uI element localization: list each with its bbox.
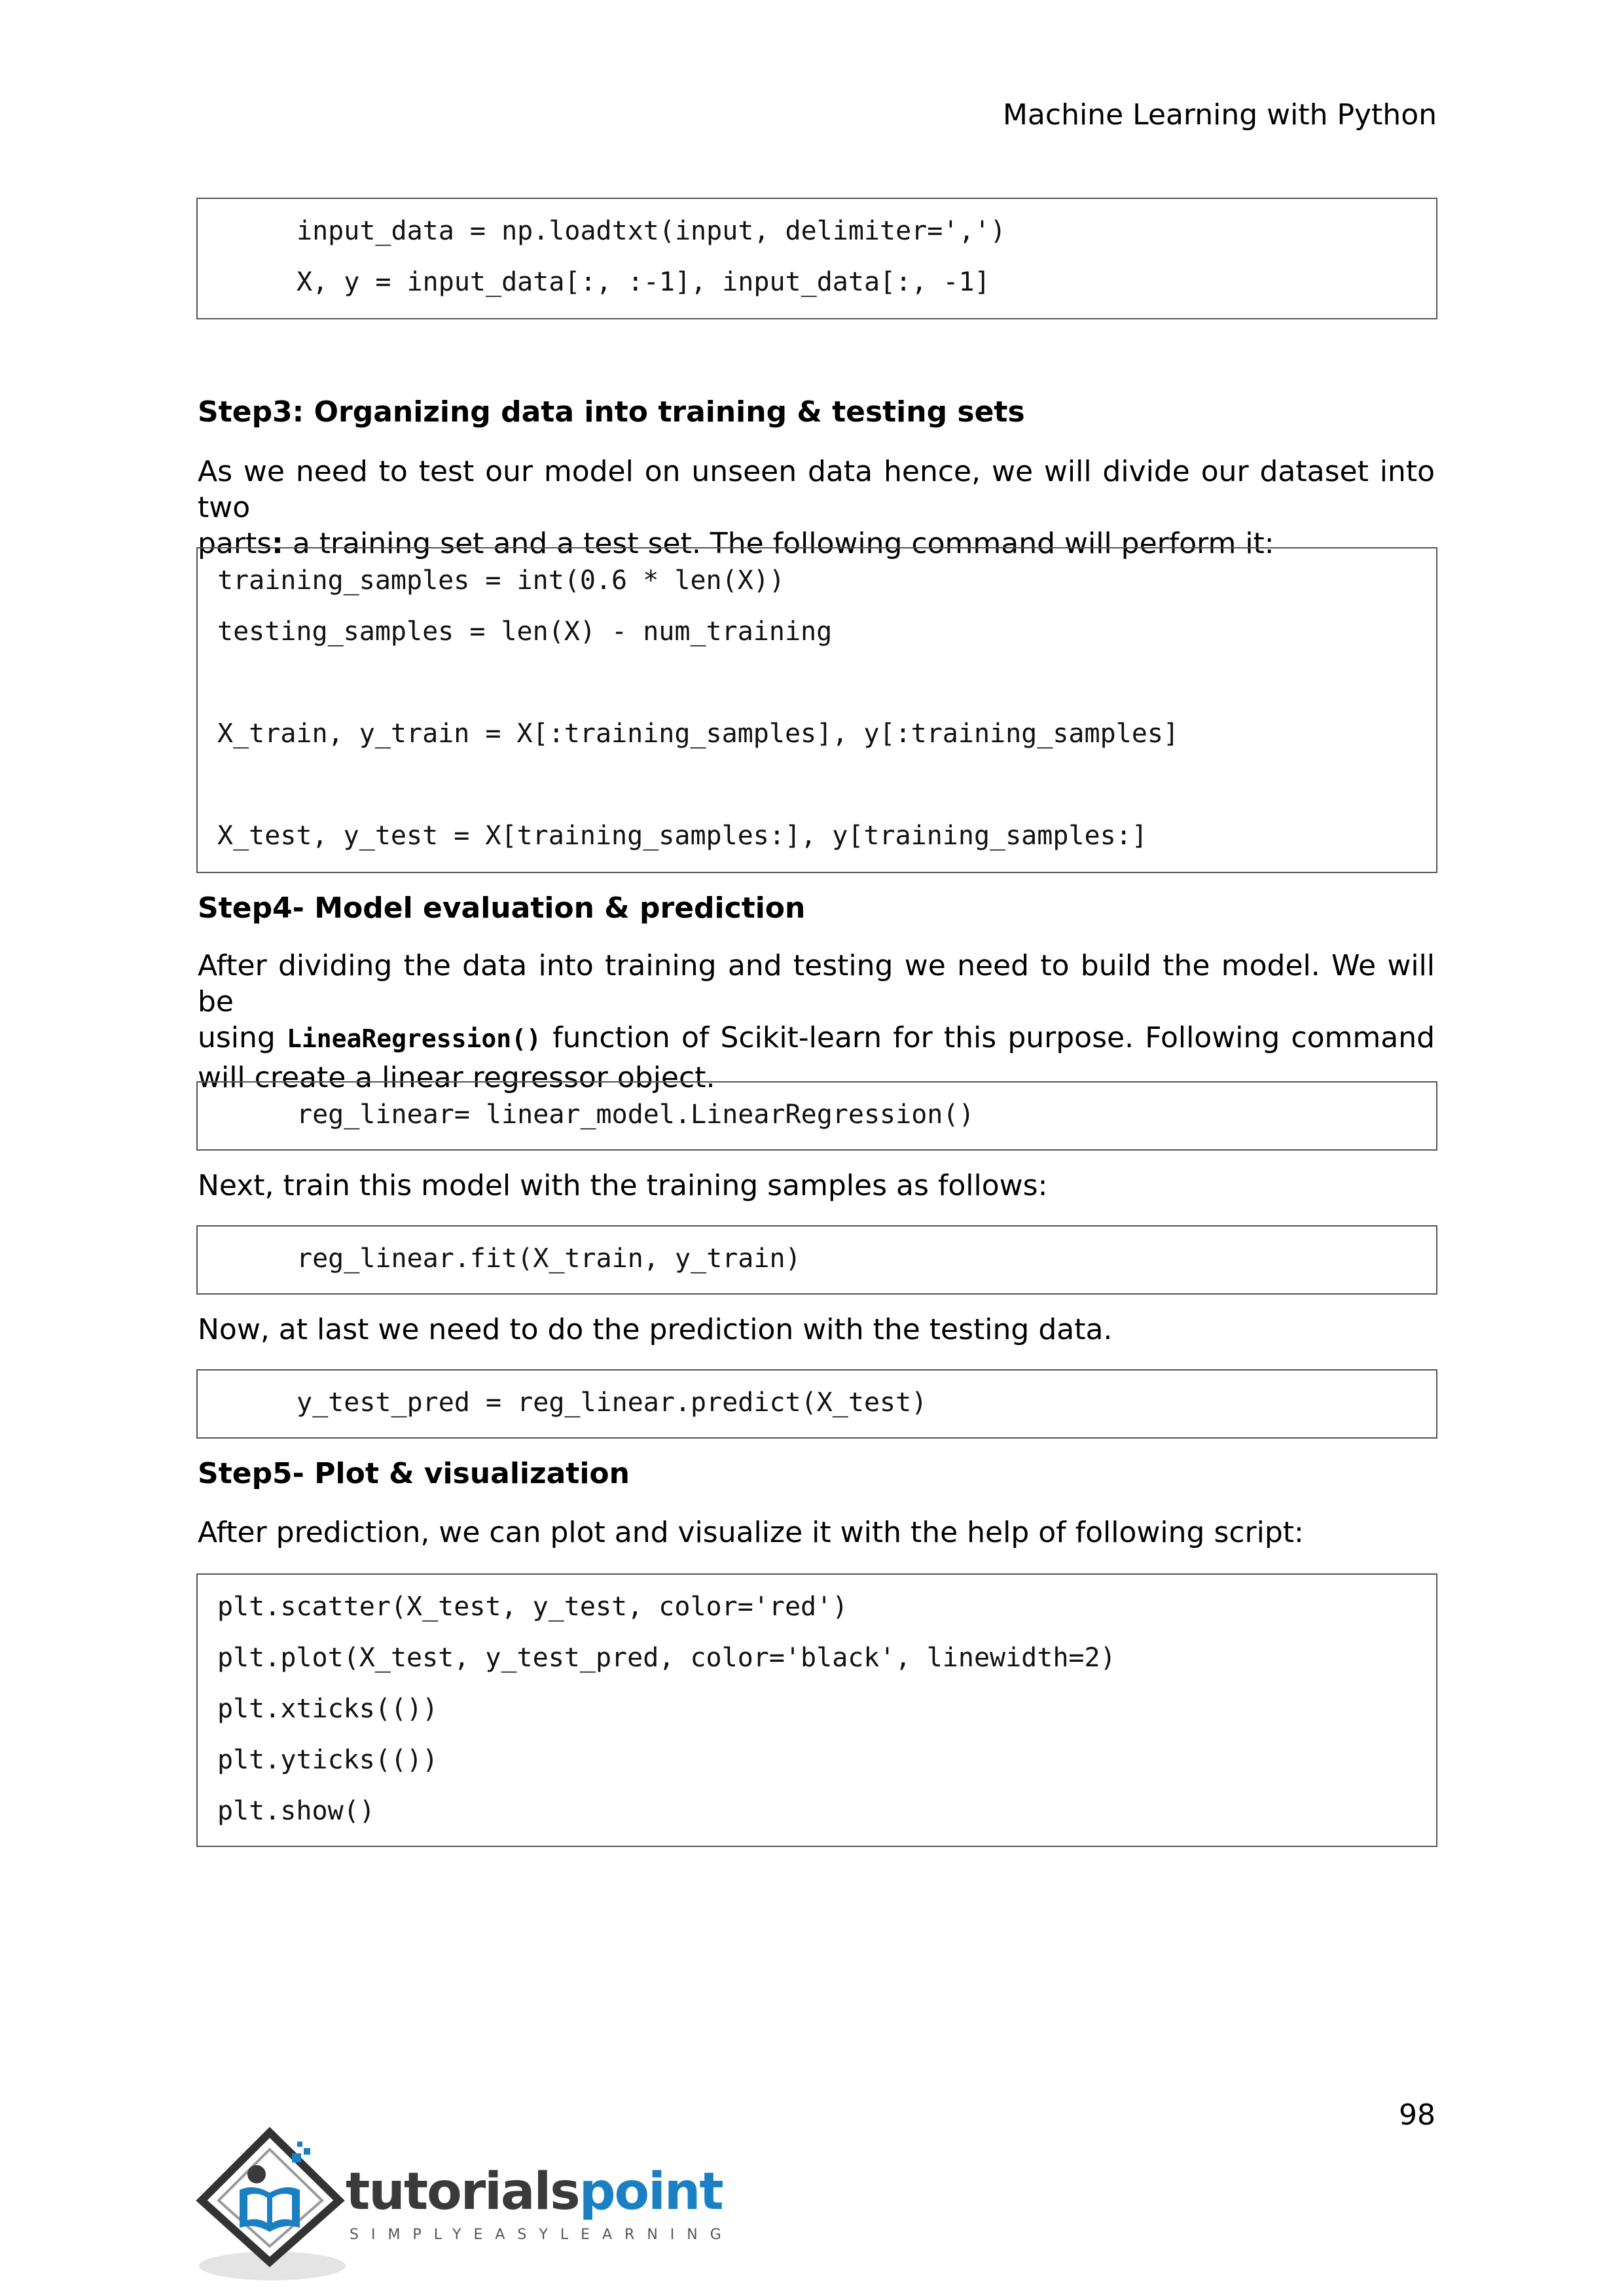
step4-heading: Step4- Model evaluation & prediction — [198, 891, 806, 925]
step3-paragraph — [198, 454, 1435, 562]
code-line: plt.show() — [217, 1796, 375, 1826]
step5-heading: Step5- Plot & visualization — [198, 1457, 630, 1490]
paragraph-line: will create a linear regressor object. — [198, 1061, 715, 1094]
code-line: X_train, y_train = X[:training_samples], y[:training_samples] — [217, 719, 1180, 749]
code-line: reg_linear.fit(X_train, y_train) — [297, 1244, 801, 1274]
code-line: reg_linear= linear_model.LinearRegression() — [297, 1100, 975, 1130]
step5-paragraph: After prediction, we can plot and visualize it with the help of following script: — [198, 1516, 1304, 1549]
code-block-load-data — [196, 198, 1437, 319]
code-block-predict — [196, 1369, 1437, 1439]
code-line: testing_samples = len(X) - num_training — [217, 617, 833, 647]
code-line: plt.yticks(()) — [217, 1745, 439, 1775]
tutorialspoint-logo — [194, 2127, 734, 2284]
text-span: using — [198, 1021, 287, 1054]
code-line: plt.plot(X_test, y_test_pred, color='black', linewidth=2) — [217, 1643, 1116, 1673]
code-line: X, y = input_data[:, :-1], input_data[:, -1] — [297, 267, 990, 297]
code-line: plt.scatter(X_test, y_test, color='red') — [217, 1592, 848, 1622]
page-header: Machine Learning with Python — [1002, 98, 1437, 132]
text-span: parts — [198, 527, 272, 560]
page-number: 98 — [1399, 2098, 1435, 2132]
logo-tagline: SIMPLYEASYLEARNING — [350, 2227, 734, 2243]
code-block-plot — [196, 1573, 1437, 1847]
code-line: X_test, y_test = X[training_samples:], y[training_samples:] — [217, 821, 1147, 851]
logo-wordmark — [346, 2162, 723, 2221]
paragraph-line: After dividing the data into training and testing we need to build the model. We will be — [198, 949, 1435, 1018]
code-line: training_samples = int(0.6 * len(X)) — [217, 565, 785, 596]
logo-emblem-icon — [194, 2127, 351, 2284]
train-text: Next, train this model with the training samples as follows: — [198, 1169, 1048, 1202]
paragraph-line: As we need to test our model on unseen data hence, we will divide our dataset into two — [198, 455, 1435, 524]
text-span: : — [272, 527, 283, 560]
code-line: input_data = np.loadtxt(input, delimiter=',') — [297, 216, 1006, 246]
code-block-regressor — [196, 1081, 1437, 1151]
logo-word: tutorials — [346, 2162, 579, 2221]
text-span: function of Scikit-learn for this purpose. Following command — [541, 1021, 1435, 1054]
code-line: plt.xticks(()) — [217, 1694, 439, 1724]
code-block-fit — [196, 1225, 1437, 1295]
predict-text: Now, at last we need to do the prediction with the testing data. — [198, 1313, 1113, 1346]
code-block-split-data — [196, 547, 1437, 873]
text-span: a training set and a test set. The following command will perform it: — [283, 527, 1274, 560]
inline-code: LineaRegression() — [287, 1024, 541, 1053]
step3-heading: Step3: Organizing data into training & testing sets — [198, 395, 1025, 429]
logo-word: point — [579, 2162, 723, 2221]
code-line: y_test_pred = reg_linear.predict(X_test) — [297, 1388, 928, 1418]
paragraph-line — [198, 1020, 1435, 1057]
step4-paragraph — [198, 948, 1435, 1096]
